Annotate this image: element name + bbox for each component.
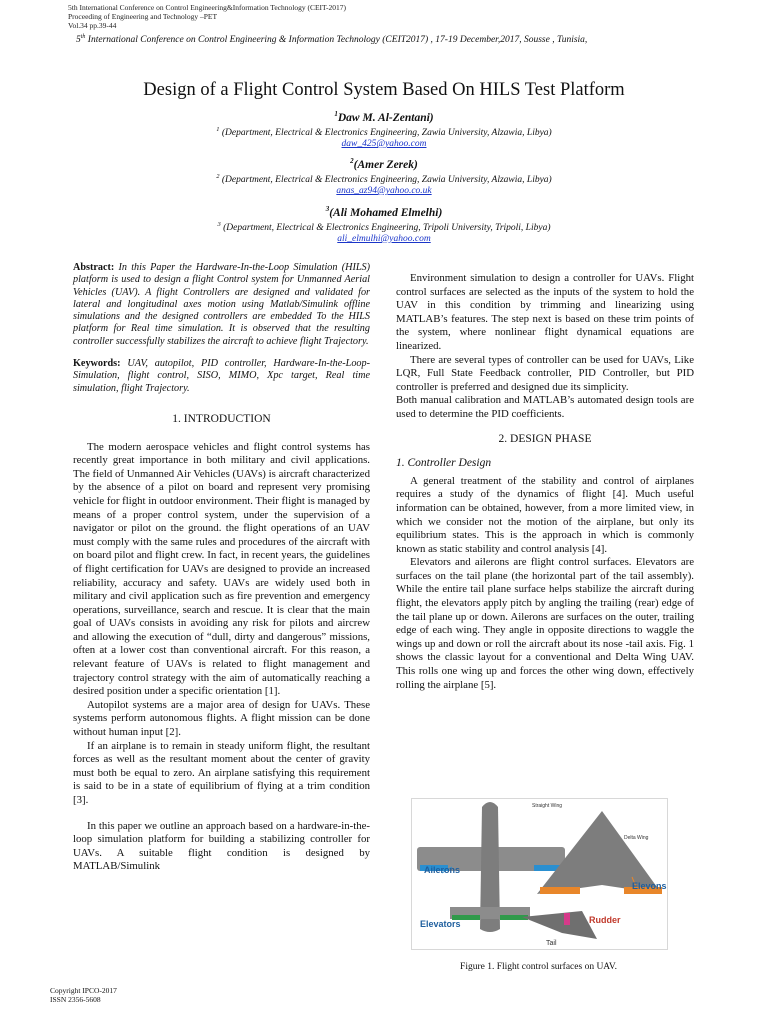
header-line-2: Proceeding of Engineering and Technology –PET xyxy=(68,12,218,21)
affiliation-1 xyxy=(0,126,768,138)
footer xyxy=(50,986,117,1004)
keywords-text: UAV, autopilot, PID controller, Hardware-In-the-Loop-Simulation, flight control, SISO, MIMO, Xpc target, Real time simulation, flight Trajectory. xyxy=(73,358,371,394)
right-paragraph-5: Elevators and ailerons are flight control surfaces. Elevators are surfaces on the tail plane (the horizontal part of the tail assembly). While the entire tail plane surface helps stabilize the aircraft during flight, the elevators apply pitch by angling the trailing (rear) edge of the tail plane up or down. Ailerons are surfaces on the outer, trailing edge of each wing. They angle in opposite directions to waggle the wings up and down or roll the aircraft about its nose -tail axis. Fig. 1 shows the classic layout for a conventional and Delta Wing UAV. This rolls one wing up and forces the other wing down, effectively rolling the airplane [5]. xyxy=(396,556,694,691)
header-line-1: 5th International Conference on Control Engineering&Information Technology (CEIT-2017) xyxy=(68,3,346,12)
abstract-label: Abstract: xyxy=(73,262,115,273)
paper-title: Design of a Flight Control System Based On HILS Test Platform xyxy=(143,80,625,100)
label-straight-wing: Straight Wing xyxy=(532,803,563,809)
label-tail: Tail xyxy=(546,940,557,947)
affil-1-text: (Department, Electrical & Electronics Engineering, Zawia University, Alzawia, Libya) xyxy=(221,128,552,139)
label-ailerons: Ailerons xyxy=(424,865,461,875)
left-column xyxy=(73,262,370,874)
author-1-num: 1 xyxy=(334,110,338,118)
intro-paragraph-3: If an airplane is to remain in steady uniform flight, the resultant forces as well as the resultant moment about the center of gravity must both be equal to zero. An airplane satisfying this requirement is said to be in a state of equilibrium of flying at a trim condition [3]. xyxy=(73,739,370,806)
figure-1 xyxy=(411,798,668,950)
right-paragraph-4: A general treatment of the stability and control of airplanes requires a study of the dynamics of flight [4]. Much useful information can be obtained, however, from a more limited view, in which we consider not the motion of the airplane, but only its equilibrium states. This is the approach in which is commonly known as static stability and control analysis [4]. xyxy=(396,474,694,555)
copyright: Copyright IPCO-2017 xyxy=(50,986,117,995)
affiliation-3 xyxy=(0,221,768,233)
rudder-surface xyxy=(564,913,570,925)
author-2 xyxy=(0,157,768,171)
email-link-2[interactable]: anas_az94@yahoo.co.uk xyxy=(336,186,432,196)
keywords-label: Keywords: xyxy=(73,358,121,370)
abstract-text: In this Paper the Hardware-In-the-Loop Simulation (HILS) platform is used to design a flight Control system for Unmanned Aerial Vehicles (UAV). A flight Controllers are designed and validated for lateral and longitudinal axes motion using Matlab/Simulink offline simulations and the designed controllers are embedded To the HILS platform for Real time simulation. It is observed that the resulting controller successfully stabilizes the aircraft to achieve flight Trajectory. xyxy=(73,262,370,347)
controller-design-heading: 1. Controller Design xyxy=(396,457,492,470)
running-header xyxy=(68,3,346,30)
intro-paragraph-2: Autopilot systems are a major area of design for UAVs. These systems perform autonomous flights. A flight mission can be done without human input [2]. xyxy=(73,698,370,739)
tail-assembly xyxy=(522,911,597,939)
affil-2-num: 2 xyxy=(216,173,220,180)
affil-3-num: 3 xyxy=(217,221,221,228)
author-2-num: 2 xyxy=(350,157,354,165)
keywords xyxy=(73,358,370,395)
tail-detail xyxy=(522,911,597,939)
affil-2-text: (Department, Electrical & Electronics Engineering, Zawia University, Alzawia, Libya) xyxy=(221,175,552,186)
elevon-left xyxy=(540,887,580,894)
right-paragraph-2: There are several types of controller can be used for UAVs, Like LQR, Full State Feedback controller, PID Controller, but PID controller is preferred and designed due its simplicity. xyxy=(396,353,694,393)
label-delta-wing: Delta Wing xyxy=(624,835,649,841)
email-link-3[interactable]: ali_elmulhi@yahoo.com xyxy=(337,234,431,244)
email-link-1[interactable]: daw_425@yahoo.com xyxy=(341,139,427,149)
author-2-name: (Amer Zerek) xyxy=(353,158,418,171)
right-column xyxy=(396,272,694,692)
label-elevons: Elevons xyxy=(632,881,667,891)
author-3 xyxy=(0,205,768,219)
label-rudder: Rudder xyxy=(589,915,621,925)
author-3-num: 3 xyxy=(325,205,330,213)
design-phase-heading: 2. DESIGN PHASE xyxy=(498,432,592,445)
author-3-name: (Ali Mohamed Elmelhi) xyxy=(329,206,443,219)
label-elevators: Elevators xyxy=(420,919,461,929)
affil-3-text: (Department, Electrical & Electronics Engineering, Tripoli University, Tripoli, Libya) xyxy=(223,223,551,234)
introduction-heading: 1. INTRODUCTION xyxy=(172,412,271,425)
right-paragraph-1: Environment simulation to design a controller for UAVs. Flight control surfaces are selected as the inputs of the system to hold the UAV in this condition by trimming and linearizing using MATLAB’s features. The step next is based on these trim points of the system, where nonlinear flight dynamical equations are linearized. xyxy=(396,272,694,352)
intro-paragraph-4: In this paper we outline an approach based on a hardware-in-the-loop simulation platform for building a stabilizing controller for UAVs. A suitable flight condition is designed by MATLAB/Simulink xyxy=(73,819,370,873)
conf-number: 5 xyxy=(76,35,81,46)
conf-sup: th xyxy=(80,34,86,40)
abstract xyxy=(73,262,370,348)
author-1 xyxy=(0,110,768,124)
flight-control-surfaces-diagram xyxy=(412,799,667,949)
conference-line xyxy=(76,34,587,45)
header-line-3: Vol.34 pp.39-44 xyxy=(68,21,117,30)
author-1-name: Daw M. Al-Zentani) xyxy=(337,111,434,124)
intro-paragraph-1: The modern aerospace vehicles and flight control systems has recently great importance in both military and civil applications. The field of Unmanned Air Vehicles (UAVs) is aircraft characterized by the absence of a pilot on board and represent very promising vehicle for flight in outdoor environment. Their flight is managed by means of a proper control system, under the supervision of a navigator or pilot on the ground. the flight operations of an UAV must comply with the same rules and procedures of the aircraft with on board pilot and flight crew. In fact, in recent years, the guidelines of flight certification for UAVs are designed to provide an increased reliability, accuracy and safety. UAVs are widely used both in military and civil application such as fire prevention and emergency operations, surveillance, search and rescue. It is clear that the main goal of UAVs consists in avoiding any risk for pilots and aircrew and allowing the execution of “dull, dirty and dangerous” missions, often at a lower cost than conventional aircraft. For this reason, a relevant feature of UAVs is related to flight management and trajectory control strategy with the aim of automatically reaching a desired position under a specific orientation [1]. xyxy=(73,440,370,698)
conf-text: International Conference on Control Engineering & Information Technology (CEIT2017) , 17-19 December,2017, Sousse , Tunisia, xyxy=(85,35,588,46)
affiliation-2 xyxy=(0,173,768,185)
issn: ISSN 2356-5608 xyxy=(50,995,101,1004)
figure-caption: Figure 1. Flight control surfaces on UAV. xyxy=(460,962,617,972)
affil-1-num: 1 xyxy=(216,126,220,133)
right-paragraph-3: Both manual calibration and MATLAB’s automated design tools are used to determine the PID coefficients. xyxy=(396,394,694,420)
